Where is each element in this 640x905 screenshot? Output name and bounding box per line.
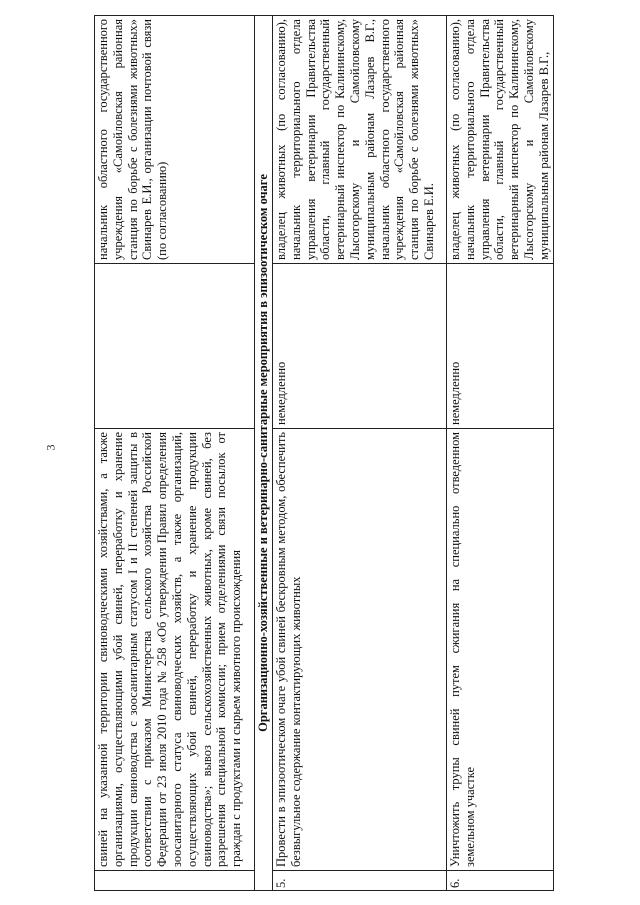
responsible-cell: владелец животных (по согласованию), начальник территориального отдела управления ветеринарии Правительства области, главный государственный ветеринарный инспектор по Калининскому, Лысогорскому и Самойловскому муниципальным районам Лазарев В.Г., bbox=[447, 16, 554, 264]
row-number-cell: 6. bbox=[447, 871, 554, 891]
row-number-cell bbox=[95, 871, 255, 891]
page-number: 3 bbox=[43, 444, 58, 451]
responsible-cell: владелец животных (по согласованию), начальник территориального отдела управления ветеринарии Правительства области, главный государственный ветеринарный инспектор по Калининскому, Лысогорскому и Самойловскому муниципальным районам Лазарев В.Г., начальник областного государственного учреждения «Самойловская районная станция по борьбе с болезнями животных» Свинарев Е.И. bbox=[273, 16, 447, 264]
deadline-cell: немедленно bbox=[273, 264, 447, 429]
deadline-cell bbox=[95, 264, 255, 429]
section-header-row bbox=[255, 16, 273, 891]
rotated-page-content bbox=[94, 16, 551, 891]
measure-cell: свиней на указанной территории свиноводческими хозяйствами, а также организациями, осуществляющими убой свиней, переработку и хранение продукции свиноводства с зоосанитарным статусом I и II степеней защиты в соответствии с приказом Министерства сельского хозяйства Российской Федерации от 23 июля 2010 года № 258 «Об утверждении Правил определения зоосанитарного статуса свиноводческих хозяйств, а также организаций, осуществляющих убой свиней, переработку и хранение продукции свиноводства»; вывоз сельскохозяйственных животных, кроме свиней, без разрешения специальной комиссии; прием отделениями связи посылок от граждан с продуктами и сырьем животного происхождения bbox=[95, 429, 255, 871]
section-header: Организационно-хозяйственные и ветеринарно-санитарные мероприятия в эпизоотическом очаге bbox=[255, 16, 273, 891]
measure-cell: Уничтожить трупы свиней путем сжигания на специально отведенном земельном участке bbox=[447, 429, 554, 871]
table-row-5 bbox=[273, 16, 447, 891]
measures-table bbox=[94, 15, 554, 891]
table-row-continuation bbox=[95, 16, 255, 891]
table-row-6 bbox=[447, 16, 554, 891]
deadline-cell: немедленно bbox=[447, 264, 554, 429]
measure-cell: Провести в эпизоотическом очаге убой свиней бескровным методом, обеспечить безвыгульное содержание контактирующих животных bbox=[273, 429, 447, 871]
row-number-cell: 5. bbox=[273, 871, 447, 891]
responsible-cell: начальник областного государственного учреждения «Самойловская районная станция по борьбе с болезнями животных» Свинарев Е.И., организации почтовой связи (по согласованию) bbox=[95, 16, 255, 264]
